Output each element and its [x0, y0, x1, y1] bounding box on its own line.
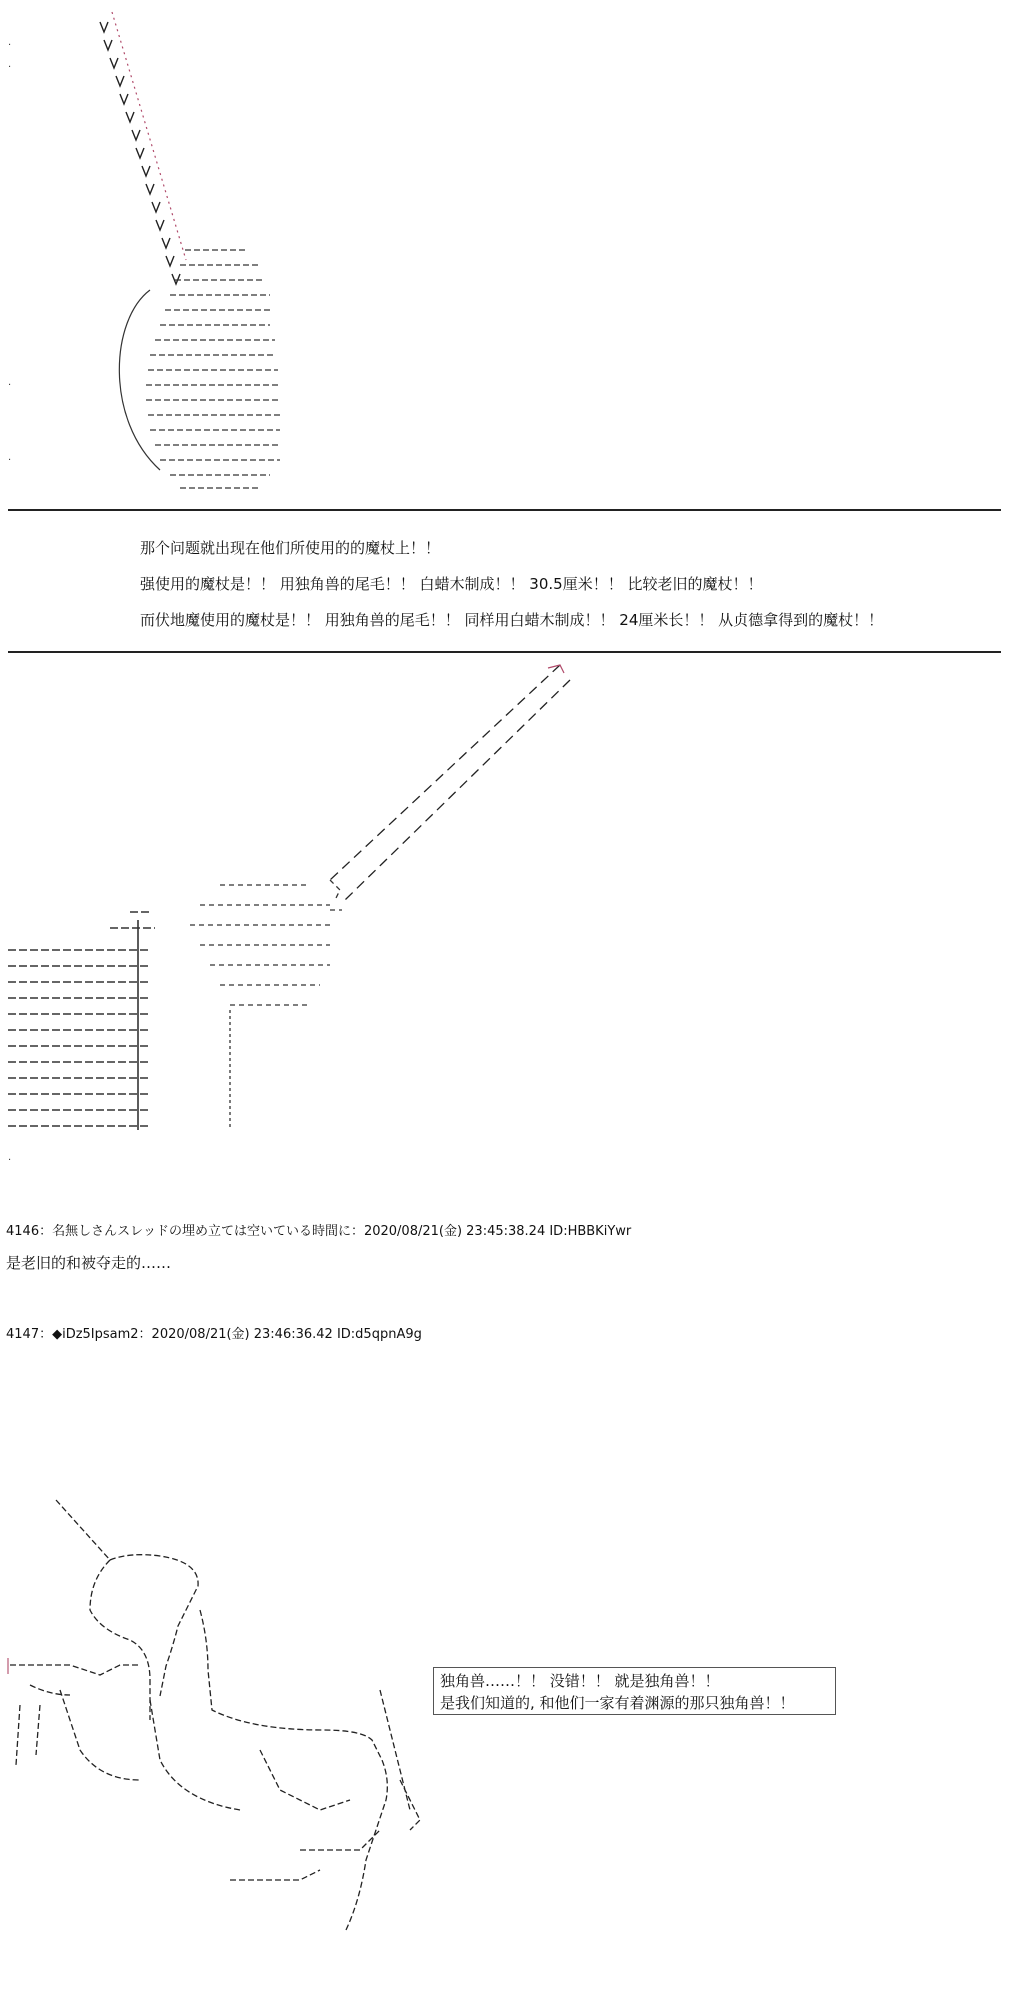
wand-shaft-dotted: [112, 12, 186, 260]
separator-line: [8, 651, 1001, 653]
stray-dot: ·: [8, 1155, 12, 1166]
speech-line-2: 是我们知道的, 和他们一家有着渊源的那只独角兽！！: [440, 1694, 795, 1712]
wand-tip-art: [100, 22, 180, 284]
post-body: 是老旧的和被夺走的……: [6, 1254, 172, 1272]
stray-dot: ·: [8, 40, 12, 51]
hand-blob-art: [119, 250, 281, 488]
unicorn-art: [10, 1500, 420, 1930]
separator-line: [8, 509, 1001, 511]
speech-box: [433, 1667, 836, 1715]
hand-grip-art: [190, 880, 342, 1130]
stray-dot: ·: [8, 380, 12, 391]
post-header: 4146：名無しさんスレッドの埋め立ては空いている時間に：2020/08/21(金) 23:45:38.24 ID:HBBKiYwr: [6, 1224, 632, 1239]
narration-block: [140, 530, 883, 638]
narration-line-3: 而伏地魔使用的魔杖是！！ 用独角兽的尾毛！！ 同样用白蜡木制成！！ 24厘米长！！ 从贞德拿得到的魔杖！！: [140, 611, 884, 629]
wand-diagonal-art: [330, 665, 570, 900]
narration-line-2: 强使用的魔杖是！！ 用独角兽的尾毛！！ 白蜡木制成！！ 30.5厘米！！ 比较老旧的魔杖！！: [140, 575, 763, 593]
stray-dot: ·: [8, 455, 12, 466]
stacked-lines-art: [8, 912, 155, 1130]
post-header: 4147：◆iDz5Ipsam2：2020/08/21(金) 23:46:36.42 ID:d5qpnA9g: [6, 1327, 422, 1342]
narration-line-1: 那个问题就出现在他们所使用的的魔杖上！！: [140, 539, 441, 557]
speech-line-1: 独角兽……！！ 没错！！ 就是独角兽！！: [440, 1672, 720, 1690]
stray-dot: ·: [8, 62, 12, 73]
